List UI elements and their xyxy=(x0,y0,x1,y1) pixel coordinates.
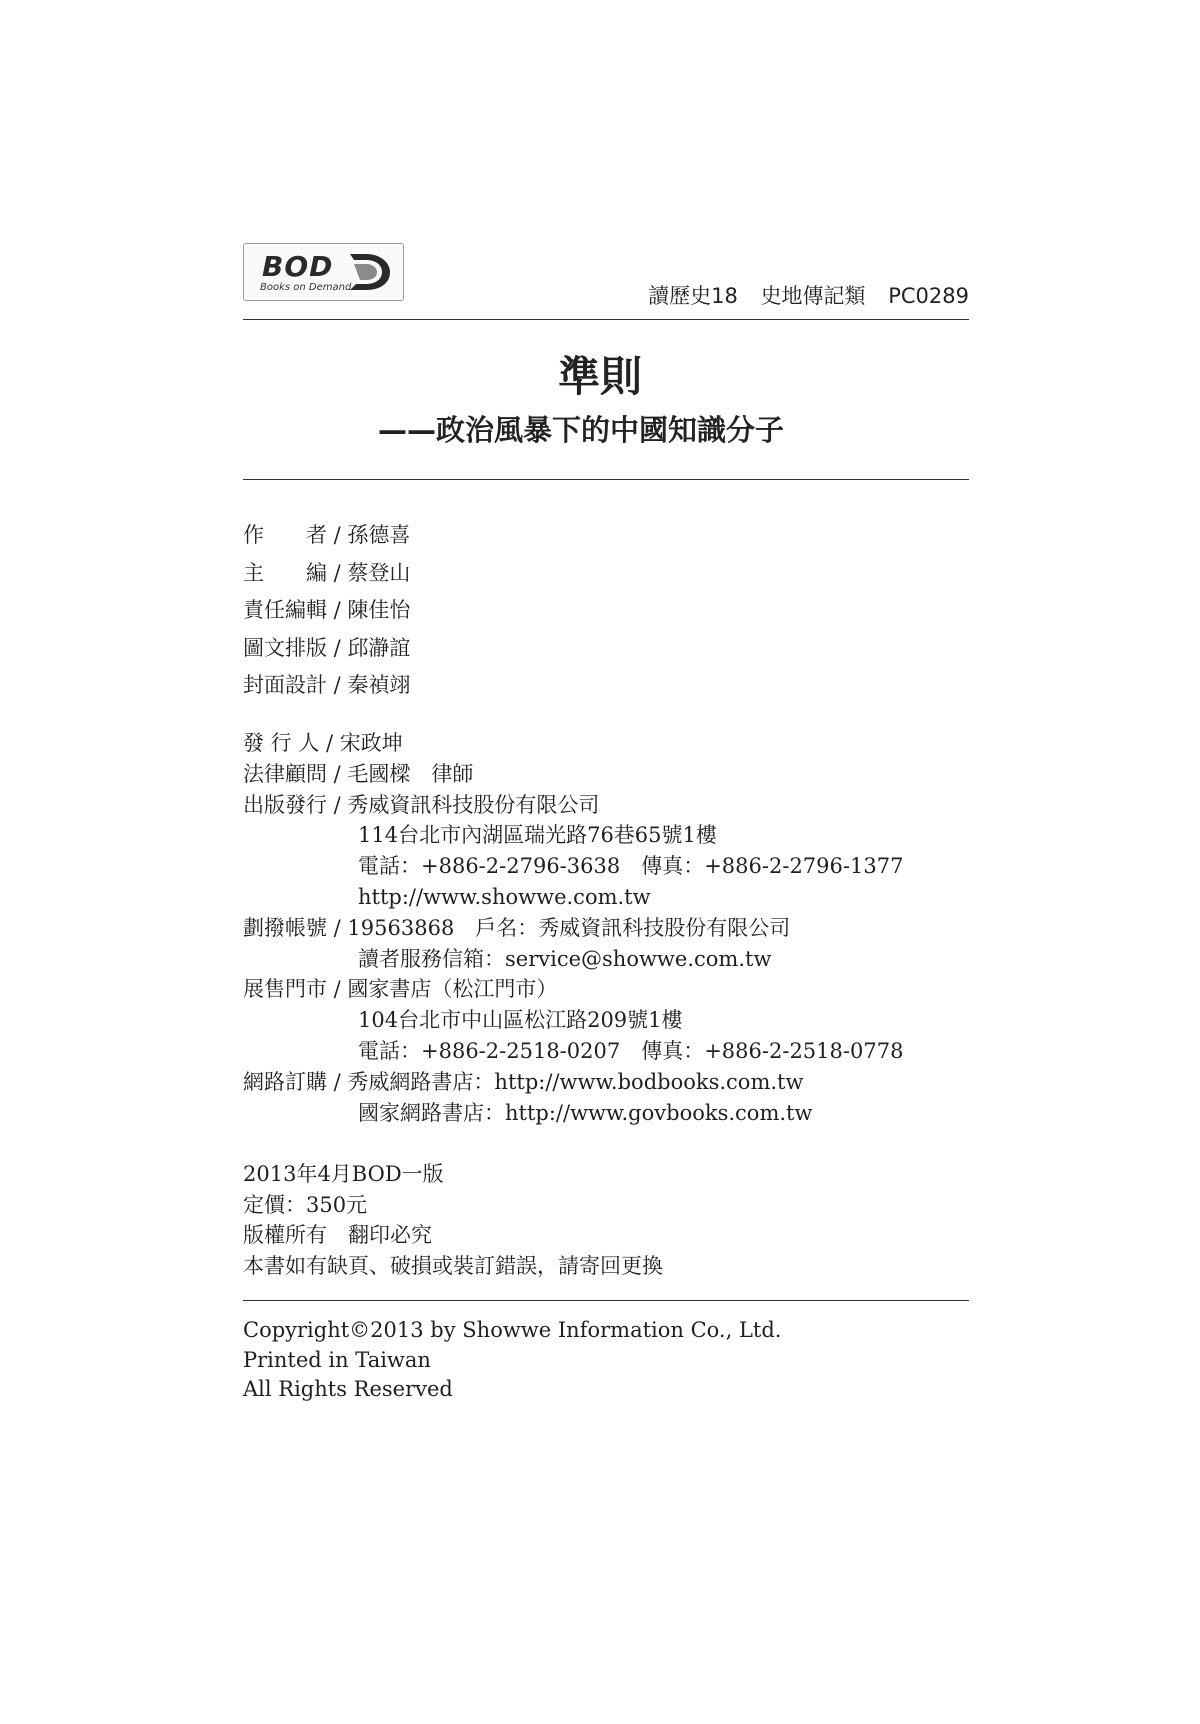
publisher-issuer: 發 行 人 / 宋政坤 xyxy=(243,731,403,755)
credit-responsible-editor: 責任編輯 / 陳佳怡 xyxy=(243,598,411,622)
publisher-online-2: 國家網路書店：http://www.govbooks.com.tw xyxy=(358,1100,813,1125)
credits-block xyxy=(243,517,410,705)
credit-cover-design: 封面設計 / 秦禎翊 xyxy=(243,673,411,697)
publisher-address: 114台北市內湖區瑞光路76巷65號1樓 xyxy=(358,823,717,848)
copyright-line: Copyright©2013 by Showwe Information Co., Ltd. xyxy=(243,1318,782,1342)
publisher-label: 出版發行 / 秀威資訊科技股份有限公司 xyxy=(243,792,600,817)
series-category: 史地傳記類 xyxy=(760,284,866,308)
publisher-account: 劃撥帳號 / 19563868 戶名：秀威資訊科技股份有限公司 xyxy=(243,915,791,940)
printed-in-line: Printed in Taiwan xyxy=(243,1347,431,1372)
publisher-phone: 電話：+886-2-2796-3638 傳真：+886-2-2796-1377 xyxy=(358,854,904,879)
credit-layout: 圖文排版 / 邱瀞誼 xyxy=(243,635,411,660)
edition-rights: 版權所有 翻印必究 xyxy=(243,1223,432,1247)
logo-subtitle: Books on Demand xyxy=(260,282,352,293)
publisher-legal: 法律顧問 / 毛國樑 律師 xyxy=(243,761,474,786)
rights-reserved-line: All Rights Reserved xyxy=(243,1377,453,1401)
edition-price: 定價：350元 xyxy=(243,1192,368,1217)
title-divider xyxy=(243,479,969,480)
publisher-service-email: 讀者服務信箱：service@showwe.com.tw xyxy=(358,946,772,971)
credit-author: 作 者 / 孫德喜 xyxy=(243,523,411,547)
book-title: 準則 xyxy=(557,352,642,401)
edition-date: 2013年4月BOD一版 xyxy=(243,1162,444,1186)
top-divider xyxy=(243,319,969,320)
copyright-block xyxy=(243,1316,781,1405)
credit-editor: 主 編 / 蔡登山 xyxy=(243,560,411,585)
publisher-url: http://www.showwe.com.tw xyxy=(358,884,651,909)
series-line xyxy=(632,280,969,310)
publisher-store-phone: 電話：+886-2-2518-0207 傳真：+886-2-2518-0778 xyxy=(358,1038,904,1063)
logo-word: BOD xyxy=(262,250,334,283)
edition-block xyxy=(243,1159,663,1281)
series-name: 讀歷史18 xyxy=(648,284,738,308)
logo-swoosh-icon xyxy=(348,250,392,294)
publisher-store-address: 104台北市中山區松江路209號1樓 xyxy=(358,1008,683,1033)
book-subtitle: ——政治風暴下的中國知識分子 xyxy=(378,413,785,447)
publisher-block xyxy=(243,728,903,1128)
series-code: PC0289 xyxy=(888,284,969,308)
bod-logo xyxy=(243,243,404,301)
publisher-online: 網路訂購 / 秀威網路書店：http://www.bodbooks.com.tw xyxy=(243,1069,804,1094)
edition-return-note: 本書如有缺頁、破損或裝訂錯誤，請寄回更換 xyxy=(243,1253,663,1278)
publisher-store: 展售門市 / 國家書店（松江門市） xyxy=(243,977,558,1002)
copyright-divider xyxy=(243,1300,969,1301)
